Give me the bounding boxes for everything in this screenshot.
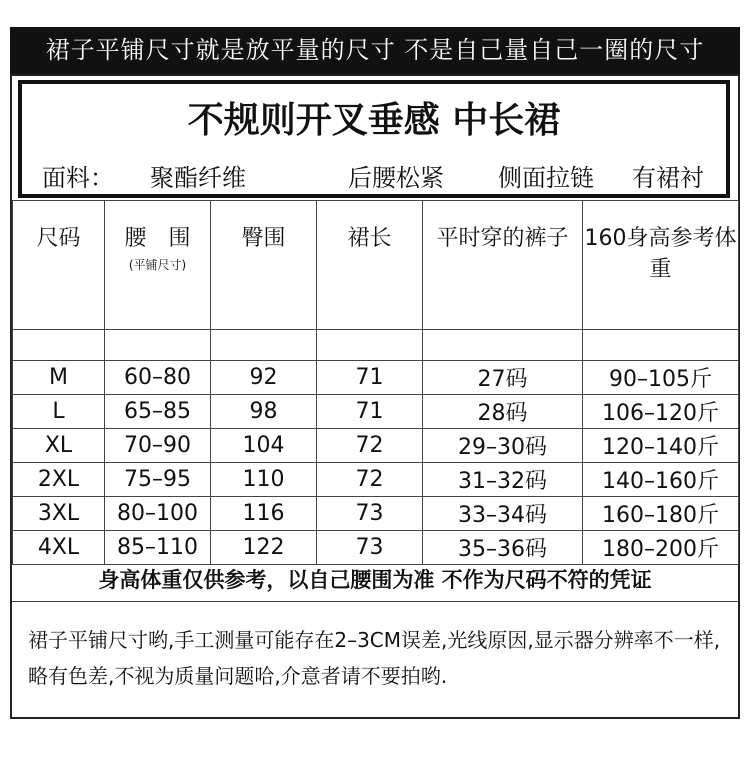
cell-hip: 92 <box>211 361 317 395</box>
cell-pants: 29–30码 <box>423 429 583 463</box>
measurement-disclaimer: 裙子平铺尺寸哟,手工测量可能存在2–3CM误差,光线原因,显示器分辨率不一样,略有色差,不视为质量问题哈,介意者请不要拍哟. <box>28 628 721 688</box>
cell-weight: 120–140斤 <box>583 429 739 463</box>
header-waist-note: (平铺尺寸) <box>128 258 187 272</box>
feature-waist: 后腰松紧 <box>348 164 444 192</box>
table-row <box>13 395 739 429</box>
cell-waist: 85–110 <box>105 531 211 565</box>
cell-waist: 65–85 <box>105 395 211 429</box>
cell-size: 4XL <box>13 531 105 565</box>
cell-size: M <box>13 361 105 395</box>
cell-size: XL <box>13 429 105 463</box>
cell-length: 72 <box>317 429 423 463</box>
cell-waist: 75–95 <box>105 463 211 497</box>
cell-length: 73 <box>317 531 423 565</box>
cell-weight: 140–160斤 <box>583 463 739 497</box>
cell-hip: 98 <box>211 395 317 429</box>
header-weight: 160身高参考体重 <box>583 201 739 330</box>
header-pants: 平时穿的裤子 <box>423 201 583 330</box>
feature-zip: 侧面拉链 <box>498 164 594 192</box>
cell-pants: 33–34码 <box>423 497 583 531</box>
cell-pants: 27码 <box>423 361 583 395</box>
cell-length: 72 <box>317 463 423 497</box>
cell-size: L <box>13 395 105 429</box>
cell-length: 71 <box>317 361 423 395</box>
cell-weight: 160–180斤 <box>583 497 739 531</box>
cell-pants: 31–32码 <box>423 463 583 497</box>
cell-hip: 104 <box>211 429 317 463</box>
header-waist-label: 腰 围 <box>124 226 191 251</box>
cell-waist: 60–80 <box>105 361 211 395</box>
fabric-value: 聚酯纤维 <box>150 164 246 192</box>
cell-hip: 110 <box>211 463 317 497</box>
cell-weight: 180–200斤 <box>583 531 739 565</box>
header-size: 尺码 <box>13 201 105 330</box>
table-row <box>13 361 739 395</box>
header-hip: 臀围 <box>211 201 317 330</box>
header-waist <box>105 201 211 330</box>
cell-hip: 116 <box>211 497 317 531</box>
header-length: 裙长 <box>317 201 423 330</box>
header-row <box>13 201 739 330</box>
fabric-label: 面料： <box>42 164 114 192</box>
cell-hip: 122 <box>211 531 317 565</box>
cell-pants: 28码 <box>423 395 583 429</box>
size-table <box>12 200 739 565</box>
feature-lining: 有裙衬 <box>632 164 704 192</box>
cell-length: 73 <box>317 497 423 531</box>
table-row <box>13 497 739 531</box>
reference-note: 身高体重仅供参考，以自己腰围为准 不作为尺码不符的凭证 <box>12 560 738 602</box>
size-chart <box>10 74 740 719</box>
cell-weight: 90–105斤 <box>583 361 739 395</box>
cell-size: 3XL <box>13 497 105 531</box>
table-row <box>13 463 739 497</box>
cell-waist: 80–100 <box>105 497 211 531</box>
spacer-row <box>13 330 739 361</box>
cell-weight: 106–120斤 <box>583 395 739 429</box>
product-title: 不规则开叉垂感 中长裙 <box>187 100 561 141</box>
table-row <box>13 429 739 463</box>
cell-waist: 70–90 <box>105 429 211 463</box>
top-banner: 裙子平铺尺寸就是放平量的尺寸 不是自己量自己一圈的尺寸 <box>10 27 740 74</box>
cell-length: 71 <box>317 395 423 429</box>
cell-size: 2XL <box>13 463 105 497</box>
cell-pants: 35–36码 <box>423 531 583 565</box>
product-header <box>18 80 730 198</box>
